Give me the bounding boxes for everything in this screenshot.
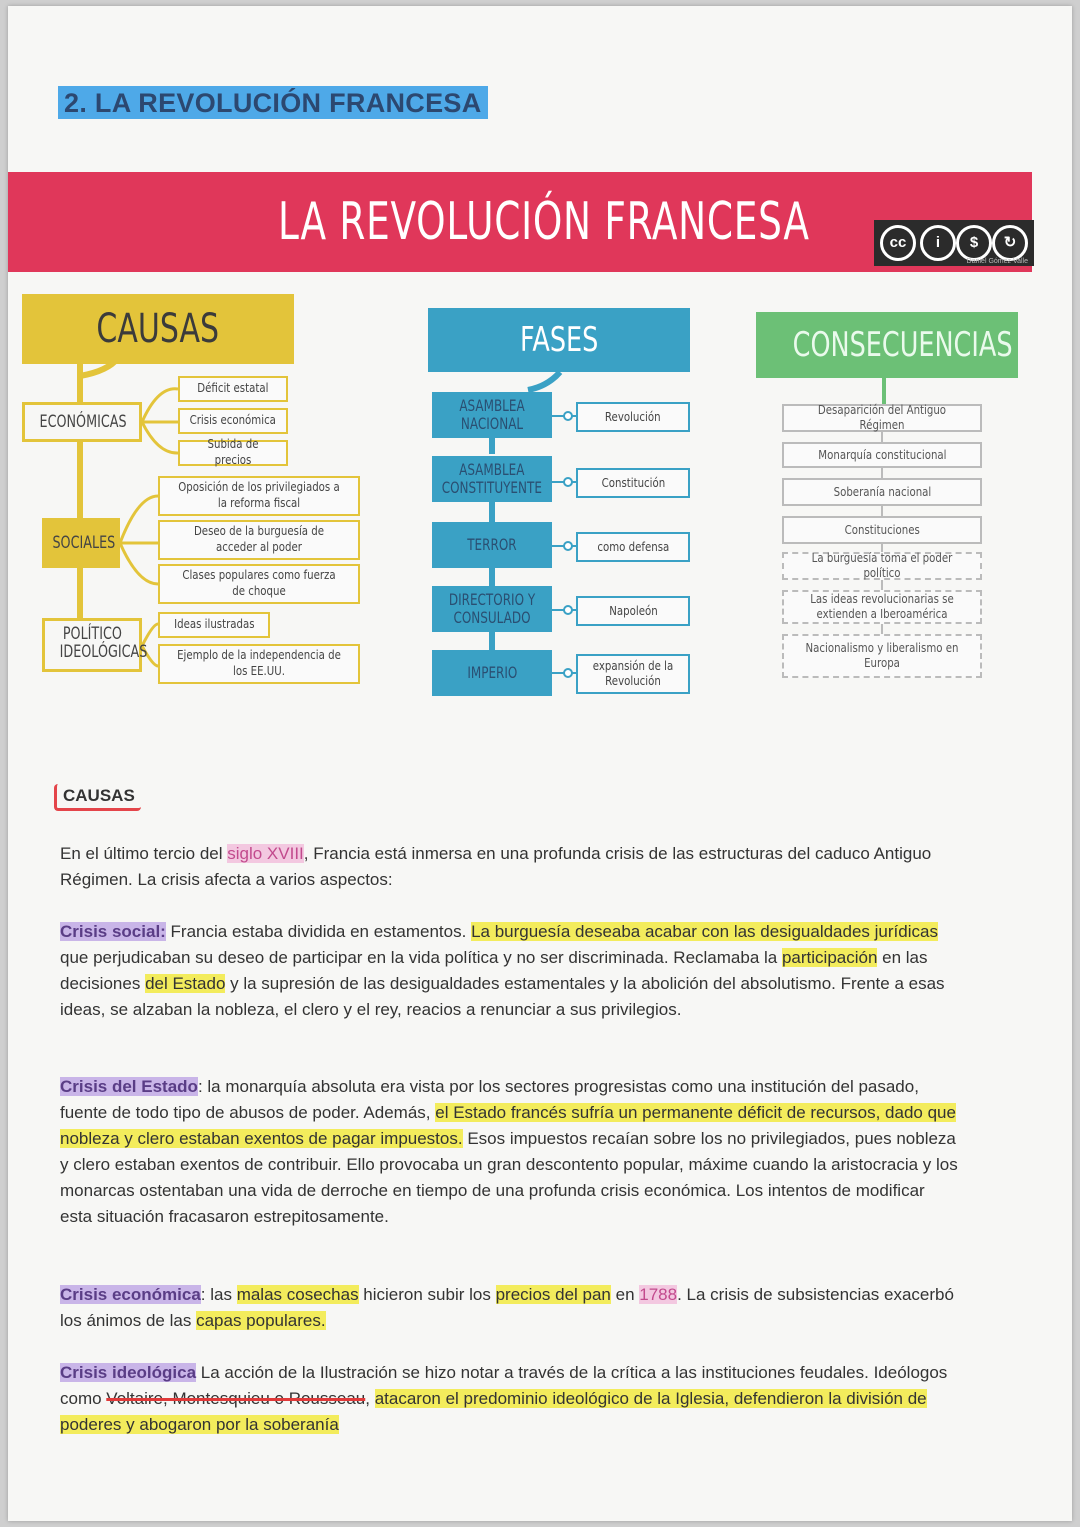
text-run: : la monarquía absoluta era vista por los sectores progresistas como una institución del pasado, fuente de todo tipo de abusos de poder. Además, xyxy=(60,1077,919,1122)
consequence-text: Monarquía constitucional xyxy=(817,447,947,462)
ideologicas-label-text: IDEOLÓGICAS xyxy=(59,641,148,662)
cause-box xyxy=(158,564,360,604)
economicas-label-text: ECONÓMICAS xyxy=(39,412,127,432)
crisis-social-paragraph xyxy=(60,919,960,1023)
document-page xyxy=(8,6,1072,1521)
phase-text: DIRECTORIO Y CONSULADO xyxy=(448,589,536,627)
phase-detail-box xyxy=(576,532,690,562)
cause-box xyxy=(178,376,288,402)
cause-text: Subida de precios xyxy=(207,437,259,467)
consequence-box xyxy=(782,404,982,432)
phase-detail-text: Constitución xyxy=(601,475,665,490)
text-run: En el último tercio del xyxy=(60,844,228,863)
text-run: , xyxy=(365,1389,375,1408)
phase-detail-box xyxy=(576,468,690,498)
crisis-ideologica-paragraph xyxy=(60,1360,960,1438)
cause-box xyxy=(158,644,360,684)
sociales-label xyxy=(42,518,120,568)
consequence-text: Soberanía nacional xyxy=(833,484,931,499)
consequence-box xyxy=(782,478,982,506)
phase-box xyxy=(432,586,552,632)
nc-icon: $ xyxy=(956,225,992,261)
cause-box xyxy=(158,476,360,516)
text-run: y la supresión de las desigualdades estamentales y la abolición del absolutismo. Frente a esas ideas, se alzaban la nobleza, el clero y el rey, reacios a renunciar a sus privilegios. xyxy=(60,974,945,1019)
crisis-label: Crisis económica xyxy=(60,1285,201,1304)
phase-detail-text: Napoleón xyxy=(608,603,658,618)
consequence-text: Las ideas revolucionarias se extienden a Iberoamérica xyxy=(810,592,954,621)
crisis-estado-paragraph xyxy=(60,1074,960,1230)
consequence-box xyxy=(782,442,982,468)
phase-box xyxy=(432,650,552,696)
cause-text: Crisis económica xyxy=(189,413,277,428)
cause-text: Ideas ilustradas xyxy=(173,617,255,632)
section-title: 2. LA REVOLUCIÓN FRANCESA xyxy=(58,86,488,119)
text-run: La acción de la Ilustración se hizo notar a través de la crítica a las instituciones feudales. Ideólogos como xyxy=(60,1363,948,1408)
causas-header-text: CAUSAS xyxy=(96,306,220,352)
crisis-label: Crisis social: xyxy=(60,922,166,941)
politico-label-text: POLÍTICO xyxy=(62,624,122,644)
underlined-names: Voltaire, Montesquieu o Rousseau xyxy=(106,1389,366,1408)
cause-text: Ejemplo de la independencia de los EE.UU. xyxy=(177,648,341,678)
consequence-box xyxy=(782,516,982,544)
highlight: malas cosechas xyxy=(236,1285,359,1304)
license-author: Daniel Gómez Valle xyxy=(966,258,1028,265)
cause-box xyxy=(178,408,288,434)
text-run: Francia estaba dividida en estamentos. xyxy=(165,922,472,941)
text-run: hicieron subir los xyxy=(358,1285,496,1304)
politico-ideologicas-label xyxy=(42,618,148,672)
highlight-date: siglo XVIII xyxy=(227,844,304,863)
cause-text: Clases populares como fuerza de choque xyxy=(182,568,336,598)
highlight: precios del pan xyxy=(495,1285,611,1304)
phase-box xyxy=(432,392,552,438)
cause-text: Deseo de la burguesía de acceder al poder xyxy=(193,524,325,554)
crisis-economica-paragraph xyxy=(60,1282,960,1334)
intro-paragraph xyxy=(60,841,960,893)
crisis-label: Crisis del Estado xyxy=(60,1077,198,1096)
phase-text: ASAMBLEA CONSTITUYENTE xyxy=(441,459,543,497)
highlight-date: 1788 xyxy=(639,1285,678,1304)
phase-text: IMPERIO xyxy=(466,662,518,682)
phase-text: ASAMBLEA NACIONAL xyxy=(459,395,525,433)
phase-detail-box xyxy=(576,402,690,432)
text-run: en las decisiones xyxy=(60,948,928,993)
cause-box xyxy=(158,520,360,560)
cause-text: Déficit estatal xyxy=(197,381,269,396)
cause-text: Oposición de los privilegiados a la reforma fiscal xyxy=(178,480,340,510)
phase-detail-text: Revolución xyxy=(605,409,661,424)
highlight: participación xyxy=(781,948,878,967)
cause-box xyxy=(178,437,288,467)
highlight: del Estado xyxy=(145,974,226,993)
highlight: el Estado francés sufría un permanente déficit de recursos, dado que nobleza y clero estaban exentos de pagar impuestos. xyxy=(60,1103,956,1148)
fases-header-text: FASES xyxy=(519,320,599,360)
consequence-box xyxy=(782,590,982,624)
crisis-label: Crisis ideológica xyxy=(60,1363,197,1382)
sa-icon: ↻ xyxy=(992,225,1028,261)
by-icon: i xyxy=(920,225,956,261)
consequence-text: La burguesía toma el poder político xyxy=(811,551,953,580)
causas-header xyxy=(22,294,294,364)
consequence-text: Desaparición del Antiguo Régimen xyxy=(817,403,947,432)
phase-detail-box xyxy=(576,654,690,694)
highlight: La burguesía deseaba acabar con las desigualdades jurídicas xyxy=(471,922,938,941)
phase-detail-text: como defensa xyxy=(597,539,669,554)
consecuencias-header xyxy=(756,312,1018,378)
highlight: capas populares. xyxy=(196,1311,326,1330)
economicas-label xyxy=(22,402,142,442)
text-run: , Francia está inmersa en una profunda crisis de las estructuras del caduco Antiguo Régimen. La crisis afecta a varios aspectos: xyxy=(60,844,932,889)
text-run: : las xyxy=(200,1285,237,1304)
fases-header xyxy=(428,308,690,372)
highlight: atacaron el predominio ideológico de la Iglesia, defendieron la división de poderes y abogaron por la soberanía xyxy=(60,1389,927,1434)
phase-box xyxy=(432,522,552,568)
cc-icon: cc xyxy=(880,225,916,261)
sociales-label-text: SOCIALES xyxy=(52,533,116,553)
banner-title: LA REVOLUCIÓN FRANCESA xyxy=(278,192,810,252)
text-run: Esos impuestos recaían sobre los no privilegiados, pues nobleza y clero estaban exentos de contribuir. Ello provocaba un gran descontento popular, máxime cuando la aristocracia y los monarcas ostentaban una vida de derroche en tiempo de una profunda crisis económica. Los intentos de modificar esta situación fracasaron estrepitosamente. xyxy=(60,1129,958,1226)
phase-text: TERROR xyxy=(467,534,517,554)
phase-box xyxy=(432,456,552,502)
phase-detail-text: expansión de la Revolución xyxy=(592,659,674,688)
phase-detail-box xyxy=(576,596,690,626)
text-run: que perjudicaban su deseo de participar en la vida política y no ser discriminada. Reclamaba la xyxy=(60,948,782,967)
consequence-text: Nacionalismo y liberalismo en Europa xyxy=(805,641,959,670)
consequence-box xyxy=(782,552,982,580)
text-run: en xyxy=(610,1285,640,1304)
consequence-text: Constituciones xyxy=(844,522,920,537)
consequence-box xyxy=(782,634,982,678)
text-run: . La crisis de subsistencias exacerbó los ánimos de las xyxy=(60,1285,954,1330)
causas-section-label: CAUSAS xyxy=(54,784,141,811)
cause-box xyxy=(158,612,270,638)
consecuencias-header-text: CONSECUENCIAS xyxy=(792,325,1013,365)
